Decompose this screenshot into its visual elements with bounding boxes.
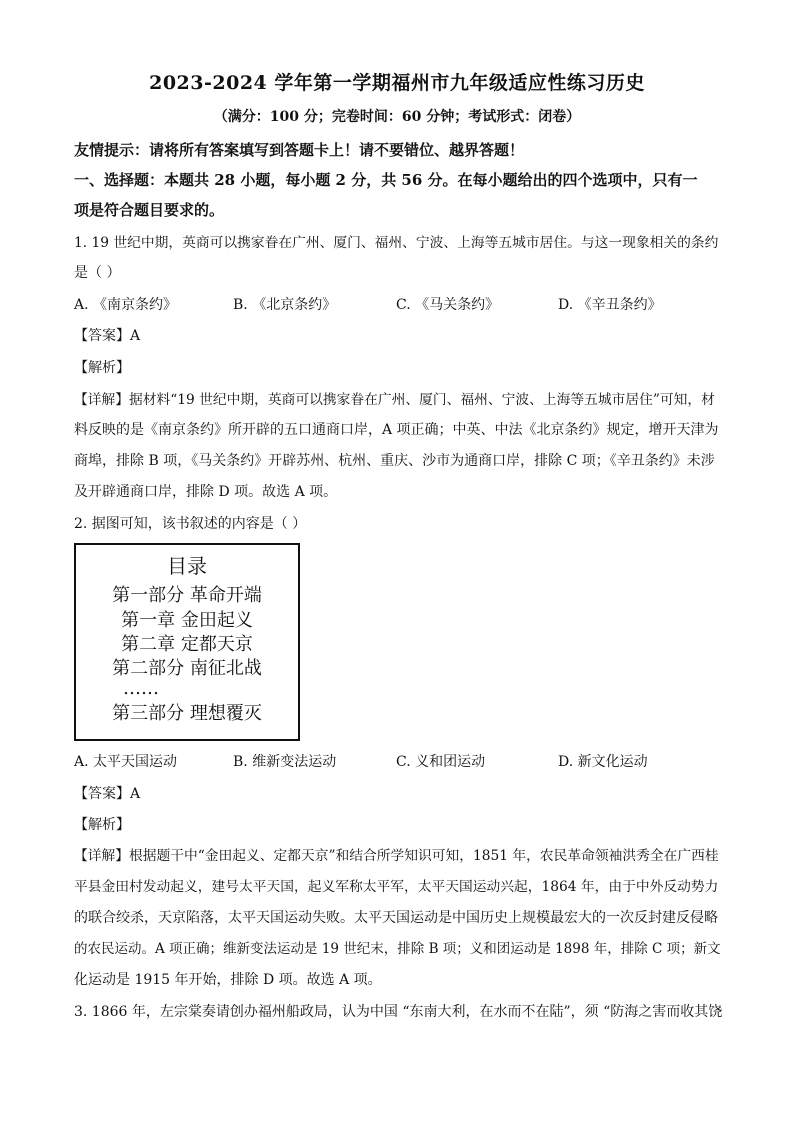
question-2-detail-line-1: 【详解】根据题干中“金田起义、定都天京”和结合所学知识可知，1851 年，农民革命领袖洪秀全在广西桂 (74, 848, 719, 864)
toc-chapter-1: 第一章 金田起义 (121, 610, 253, 631)
question-1-option-d: D. 《辛丑条约》 (558, 297, 662, 313)
question-1-detail-line-4: 及开辟通商口岸，排除 D 项。故选 A 项。 (74, 484, 338, 500)
question-1-stem-line-1: 1. 19 世纪中期，英商可以携家眷在广州、厦门、福州、宁波、上海等五城市居住。与这一现象相关的条约 (74, 235, 719, 251)
question-1-detail-line-3: 商埠，排除 B 项，《马关条约》开辟苏州、杭州、重庆、沙市为通商口岸，排除 C 项；《辛丑条约》未涉 (74, 453, 715, 469)
question-1-detail-line-2: 料反映的是《南京条约》所开辟的五口通商口岸，A 项正确；中英、中法《北京条约》规定，增开天津为 (74, 422, 719, 438)
table-of-contents-figure (74, 543, 300, 741)
question-1-stem-line-2: 是（ ） (74, 265, 121, 281)
section-heading-line-2: 项是符合题目要求的。 (74, 201, 225, 219)
question-1-option-a: A. 《南京条约》 (74, 297, 178, 313)
question-2-option-b: B. 维新变法运动 (233, 754, 337, 770)
question-1-option-b: B. 《北京条约》 (233, 297, 337, 313)
exam-info: （满分：100 分；完卷时间：60 分钟；考试形式：闭卷） (213, 109, 581, 125)
question-2-detail-line-3: 的联合绞杀，天京陷落，太平天国运动失败。太平天国运动是中国历史上规模最宏大的一次反封建反侵略 (74, 910, 718, 926)
question-2-detail-line-4: 的农民运动。A 项正确；维新变法运动是 19 世纪末，排除 B 项；义和团运动是 1898 年，排除 C 项；新文 (74, 941, 721, 957)
page-title: 2023-2024 学年第一学期福州市九年级适应性练习历史 (149, 72, 645, 94)
question-2-detail-line-5: 化运动是 1915 年开始，排除 D 项。故选 A 项。 (74, 972, 382, 988)
question-2-answer: 【答案】A (74, 786, 141, 802)
toc-ellipsis: …… (123, 678, 159, 699)
toc-title: 目录 (167, 554, 207, 578)
question-1-detail-line-1: 【详解】据材料“19 世纪中期，英商可以携家眷在广州、厦门、福州、宁波、上海等五城市居住”可知，材 (74, 392, 715, 408)
question-2-analysis-label: 【解析】 (74, 817, 130, 833)
question-3-stem: 3. 1866 年，左宗棠奏请创办福州船政局，认为中国 “东南大利，在水而不在陆”，须 “防海之害而收其饶 (74, 1004, 723, 1020)
question-1-answer: 【答案】A (74, 328, 141, 344)
toc-part-2: 第二部分 南征北战 (112, 658, 262, 679)
question-2-option-c: C. 义和团运动 (396, 754, 486, 770)
question-2-option-d: D. 新文化运动 (558, 754, 648, 770)
toc-part-3: 第三部分 理想覆灭 (112, 703, 262, 724)
question-2-stem: 2. 据图可知，该书叙述的内容是（ ） (74, 516, 307, 532)
question-2-option-a: A. 太平天国运动 (74, 754, 178, 770)
notice-text: 友情提示：请将所有答案填写到答题卡上！请不要错位、越界答题！ (74, 141, 525, 159)
section-heading-line-1: 一、选择题：本题共 28 小题，每小题 2 分，共 56 分。在每小题给出的四个选项中，只有一 (74, 171, 698, 189)
toc-part-1: 第一部分 革命开端 (112, 585, 262, 606)
question-2-detail-line-2: 平县金田村发动起义，建号太平天国，起义军称太平军，太平天国运动兴起，1864 年，由于中外反动势力 (74, 879, 719, 895)
question-1-option-c: C. 《马关条约》 (396, 297, 500, 313)
question-1-analysis-label: 【解析】 (74, 360, 130, 376)
toc-chapter-2: 第二章 定都天京 (121, 634, 253, 655)
